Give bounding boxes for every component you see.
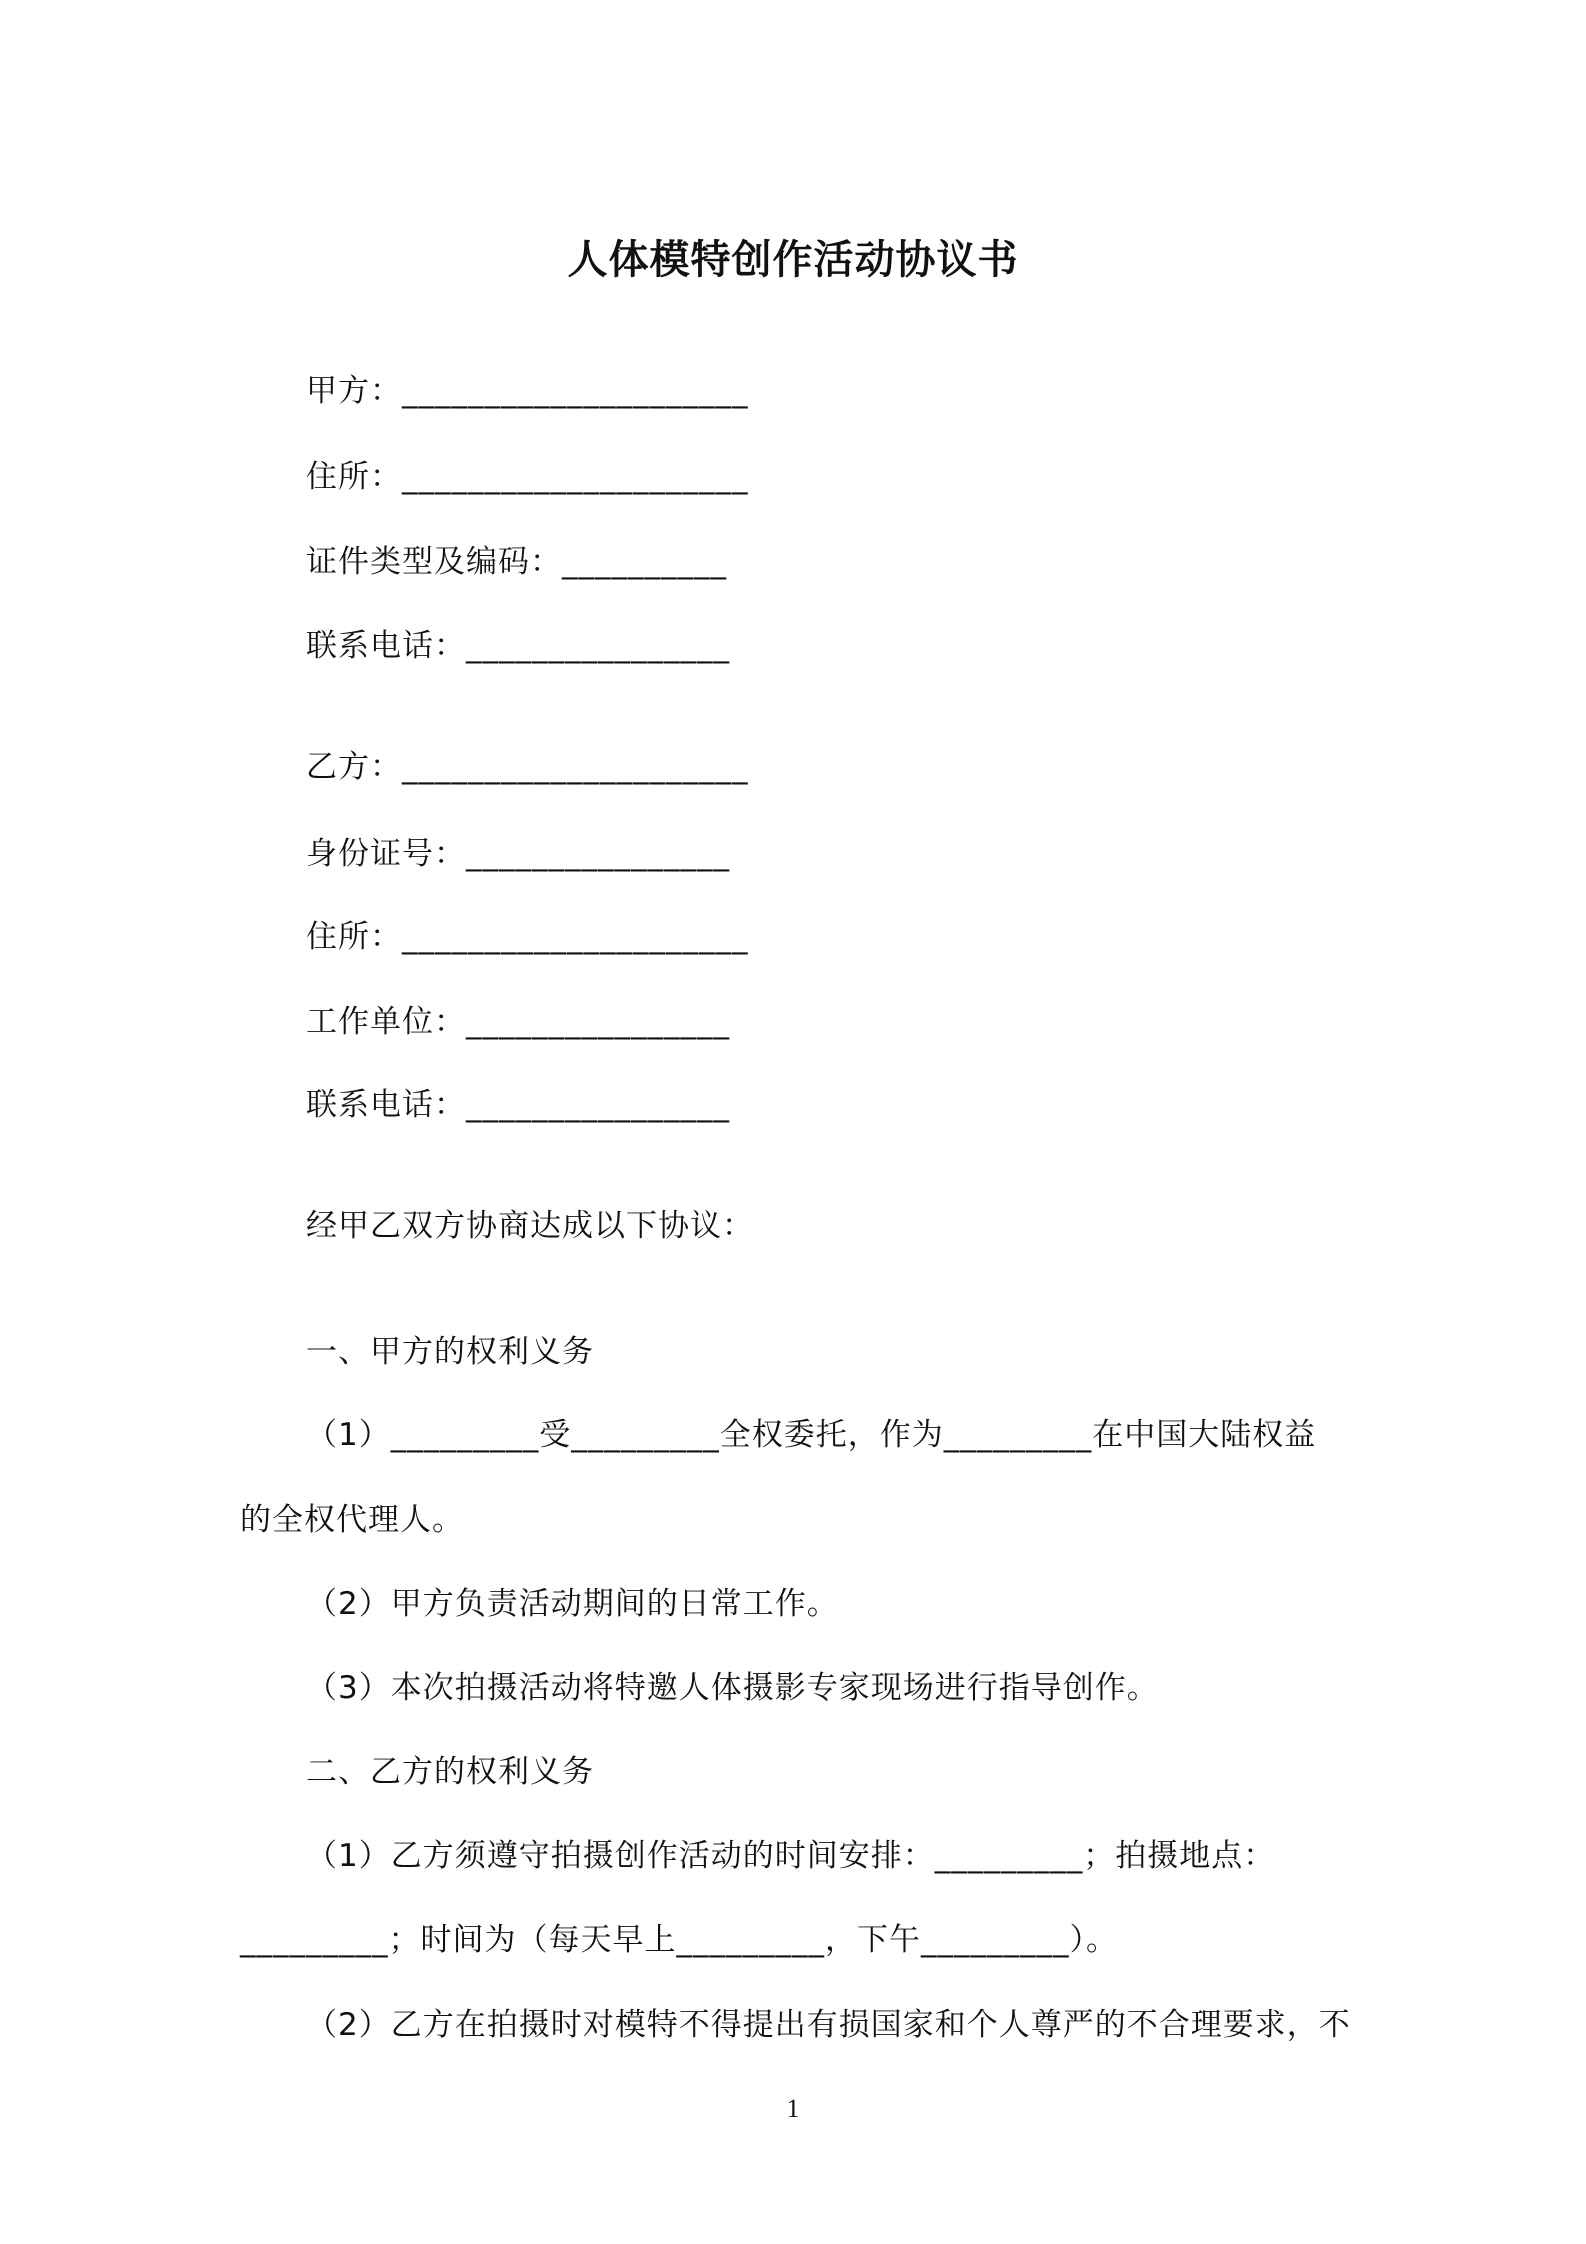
party-a-id-line: 证件类型及编码：__________ [306,544,727,580]
party-b-id-line: 身份证号：________________ [306,836,730,872]
party-b-address-line: 住所：_____________________ [306,919,749,955]
party-a-phone-line: 联系电话：________________ [306,628,730,664]
party-b-work-unit-line: 工作单位：________________ [306,1004,730,1040]
intro-paragraph: 经甲乙双方协商达成以下协议： [306,1208,754,1244]
document-title: 人体模特创作活动协议书 [567,237,1019,283]
page-number: 1 [786,2094,800,2123]
section-a-item1-line2: 的全权代理人。 [240,1502,464,1538]
party-a-address-line: 住所：_____________________ [306,459,749,495]
party-b-phone-line: 联系电话：________________ [306,1087,730,1123]
section-b-item2-line1: （2）乙方在拍摄时对模特不得提出有损国家和个人尊严的不合理要求，不 [306,2007,1351,2043]
section-b-item1-line1: （1）乙方须遵守拍摄创作活动的时间安排：_________；拍摄地点： [306,1838,1276,1874]
party-b-name-line: 乙方：_____________________ [306,749,749,785]
section-a-item3: （3）本次拍摄活动将特邀人体摄影专家现场进行指导创作。 [306,1670,1159,1706]
section-b-item1-line2: _________；时间为（每天早上_________，下午_________）。 [240,1922,1118,1958]
section-a-item2: （2）甲方负责活动期间的日常工作。 [306,1586,839,1622]
section-a-heading: 一、甲方的权利义务 [306,1334,594,1370]
section-b-heading: 二、乙方的权利义务 [306,1754,594,1790]
section-a-item1-line1: （1）_________受_________全权委托，作为_________在中国大陆权益 [306,1417,1317,1453]
party-a-name-line: 甲方：_____________________ [306,373,749,409]
